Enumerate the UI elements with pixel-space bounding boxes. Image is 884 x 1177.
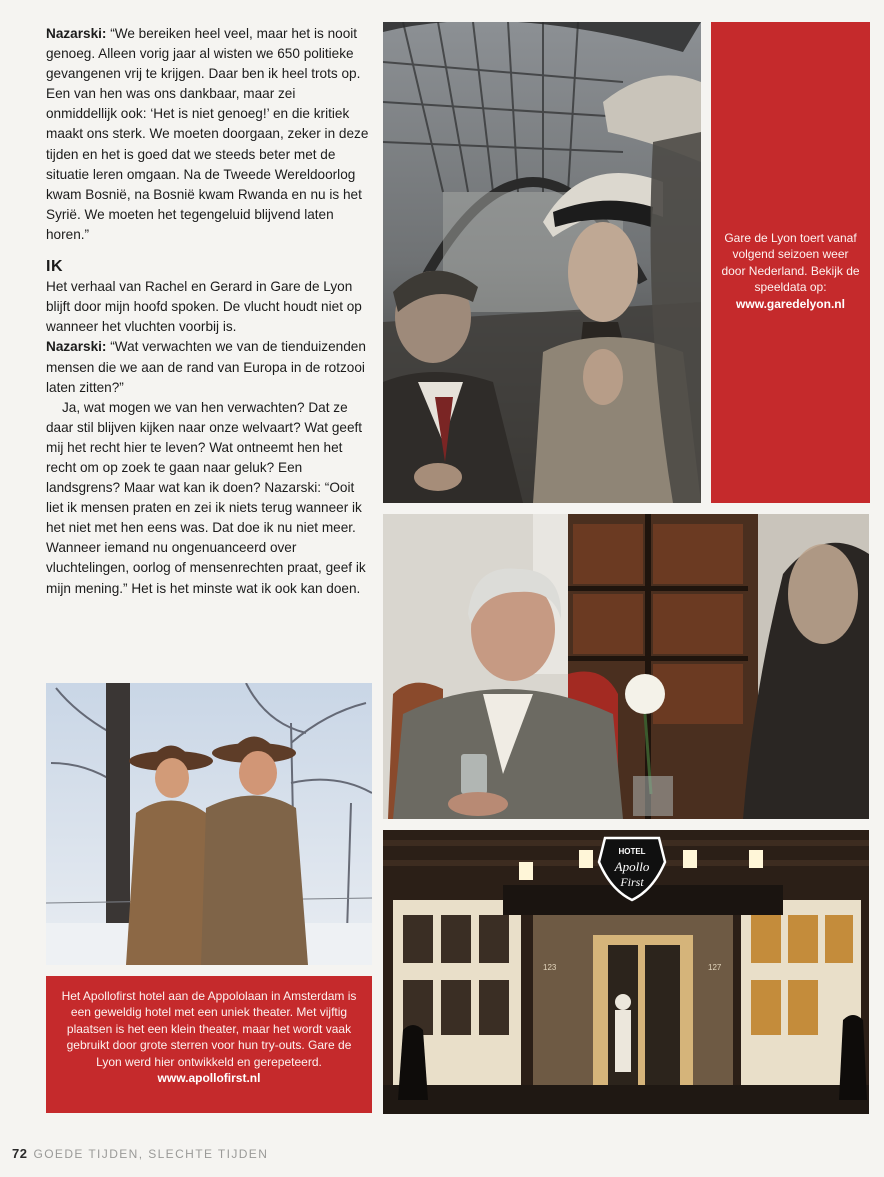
photo-snow-couple xyxy=(46,683,372,965)
quote-text: “We bereiken heel veel, maar het is nooit genoeg. Alleen vorig jaar al wisten we 650 politieke gevangenen vrij te krijgen. Daar ben ik heel trots op. Een van hen was ons dankbaar, maar zei onmiddellijk ook: ‘Het is niet genoeg!’ en die kritiek maakt ons sterk. We moeten doorgaan, zeker in deze tijden en het is goed dat we steeds beter met de situatie leren omgaan. Na de Tweede Wereldoorlog kwam Bosnië, na Bosnië kwam Rwanda en nu is het Syrië. We moeten het tegengeluid blijvend laten horen.” xyxy=(46,26,369,242)
website-link[interactable]: www.apollofirst.nl xyxy=(157,1071,261,1086)
magazine-title: GOEDE TIJDEN, SLECHTE TIJDEN xyxy=(33,1147,269,1161)
door-number-right: 127 xyxy=(708,963,722,972)
paragraph-2 xyxy=(46,277,370,398)
photo-hotel-facade xyxy=(383,830,869,1114)
caption-box-bottom xyxy=(46,976,372,1113)
paragraph-3: Ja, wat mogen we van hen verwachten? Dat ze daar stil blijven kijken naar onze welvaart? Wat geeft mij het recht hier te leven? Wat ontneemt hen het recht om op zoek te gaan naar geluk? Een landsgrens? Maar wat kan ik doen? Nazarski: “Ooit liet ik mensen praten en zei ik niets terug wanneer ik het niet met hen eens was. Dat doe ik nu niet meer. Wanneer iemand nu ongenuanceerd over vluchtelingen, oorlog of mensenrechten praat, geef ik mijn mening.” Het is het minste wat ik ook kan doen. xyxy=(46,399,366,596)
door-number-left: 123 xyxy=(543,963,557,972)
speaker-label: Nazarski: xyxy=(46,339,107,355)
paragraph-1 xyxy=(46,24,370,245)
section-heading: IK xyxy=(46,258,63,276)
caption-box-top xyxy=(711,22,870,503)
website-link[interactable]: www.garedelyon.nl xyxy=(736,296,845,311)
article-body xyxy=(46,24,370,599)
speaker-label: Nazarski: xyxy=(46,26,107,41)
photo-interview xyxy=(383,514,869,819)
body-text: Het verhaal van Rachel en Gerard in Gare de Lyon blijft door mijn hoofd spoken. De vlucht houdt niet op wanneer het vluchten voorbij is. xyxy=(46,279,362,335)
hotel-sign-line1: HOTEL xyxy=(618,847,646,856)
hotel-sign-line2: Apollo xyxy=(614,859,650,874)
quote-text: “Wat verwachten we van de tienduizenden mensen die we aan de rand van Europa in de rotzooi laten zitten?” xyxy=(46,339,366,395)
caption-text: Het Apollofirst hotel aan de Appololaan in Amsterdam is een geweldig hotel met een uniek theater. Met vijftig plaatsen is het een klein theater, maar het wordt vaak gebruikt door grote sterren voor hun try-outs. Gare de Lyon werd hier ontwikkeld en gerepeteerd. xyxy=(61,989,357,1069)
page-number: 72 xyxy=(12,1146,28,1161)
photo-station-scene xyxy=(383,22,701,503)
caption-text: Gare de Lyon toert vanaf volgend seizoen weer door Nederland. Bekijk de speeldata op: xyxy=(721,231,860,295)
hotel-sign-line3: First xyxy=(620,875,644,889)
page-footer xyxy=(12,1146,268,1161)
